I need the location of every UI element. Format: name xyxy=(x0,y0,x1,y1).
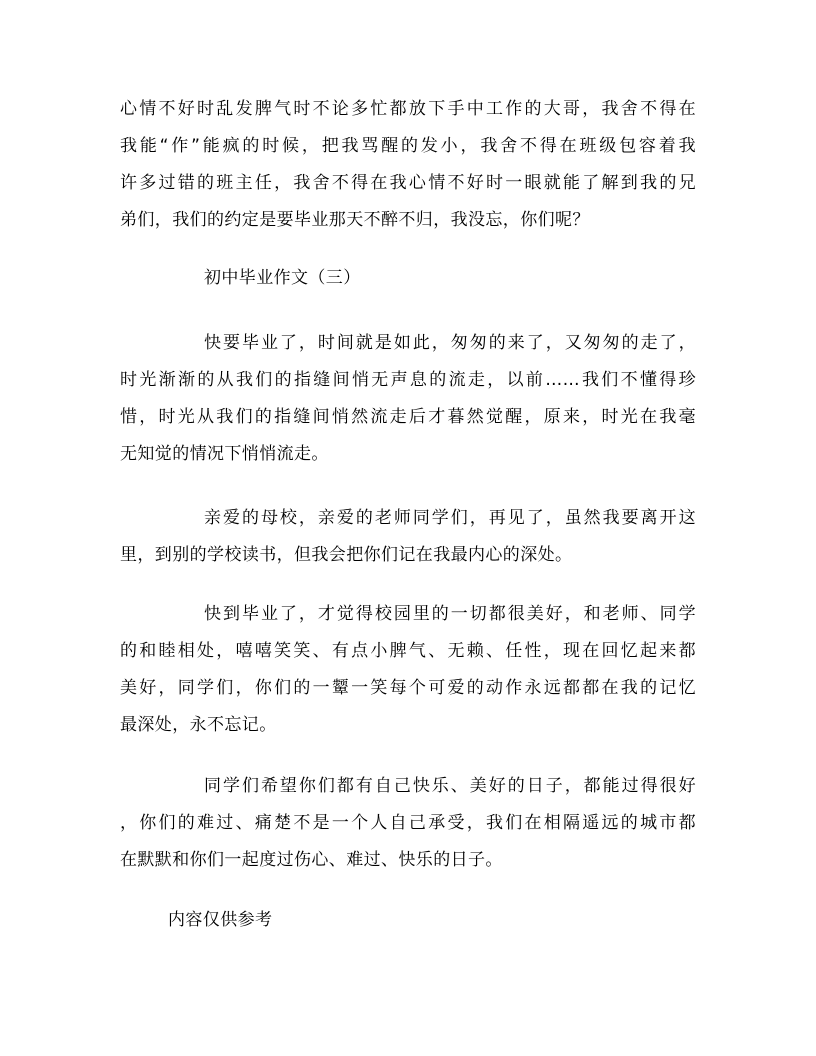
paragraph-3-line-1: 亲爱的母校，亲爱的老师同学们，再见了，虽然我要离开这 xyxy=(204,508,696,528)
reference-note: 内容仅供参考 xyxy=(168,910,273,930)
paragraph-4-line-3: 美好，同学们，你们的一颦一笑每个可爱的动作永远都都在我的记忆 xyxy=(120,678,696,698)
paragraph-2-line-1: 快要毕业了，时间就是如此，匆匆的来了，又匆匆的走了， xyxy=(204,333,696,353)
paragraph-1-line-4: 弟们，我们的约定是要毕业那天不醉不归，我没忘，你们呢？ xyxy=(120,210,590,230)
paragraph-4-line-2: 的和睦相处，嘻嘻笑笑、有点小脾气、无赖、任性，现在回忆起来都 xyxy=(120,641,696,661)
paragraph-2-line-3: 惜，时光从我们的指缝间悄然流走后才暮然觉醒，原来，时光在我毫 xyxy=(120,407,696,427)
paragraph-4-line-4: 最深处，永不忘记。 xyxy=(120,715,277,735)
paragraph-3-line-2: 里，到别的学校读书，但我会把你们记在我最内心的深处。 xyxy=(120,545,573,565)
paragraph-5-line-2: ，你们的难过、痛楚不是一个人自己承受，我们在相隔遥远的城市都 xyxy=(120,813,696,833)
paragraph-1-line-2: 我能“作”能疯的时候，把我骂醒的发小，我舍不得在班级包容着我 xyxy=(120,136,696,156)
paragraph-1-line-3: 许多过错的班主任，我舍不得在我心情不好时一眼就能了解到我的兄 xyxy=(120,173,696,193)
paragraph-2-line-2: 时光渐渐的从我们的指缝间悄无声息的流走，以前……我们不懂得珍 xyxy=(120,370,696,390)
section-heading: 初中毕业作文（三） xyxy=(204,268,361,288)
paragraph-2-line-4: 无知觉的情况下悄悄流走。 xyxy=(120,444,329,464)
paragraph-5-line-1: 同学们希望你们都有自己快乐、美好的日子，都能过得很好 xyxy=(204,776,696,796)
paragraph-1-line-1: 心情不好时乱发脾气时不论多忙都放下手中工作的大哥，我舍不得在 xyxy=(120,99,696,119)
paragraph-4-line-1: 快到毕业了，才觉得校园里的一切都很美好，和老师、同学 xyxy=(204,604,696,624)
paragraph-5-line-3: 在默默和你们一起度过伤心、难过、快乐的日子。 xyxy=(120,850,503,870)
